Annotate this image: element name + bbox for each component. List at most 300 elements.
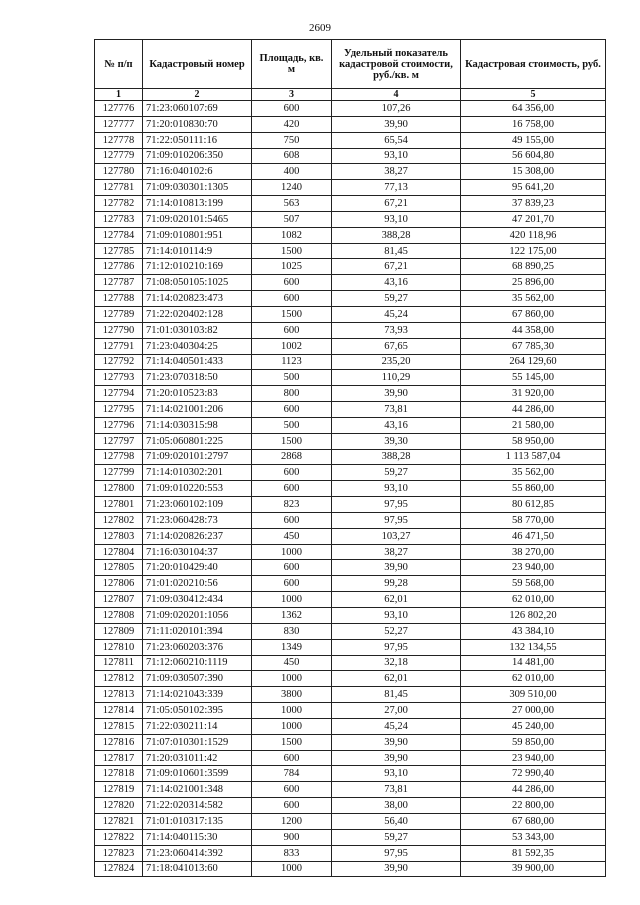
area-cell: 600 [252,576,332,592]
table-row [95,639,606,655]
unit-value-cell: 93,10 [332,148,461,164]
unit-value-cell: 93,10 [332,481,461,497]
cadastral-number-cell: 71:09:020101:5465 [143,211,252,227]
unit-value-cell: 59,27 [332,291,461,307]
cadastral-number-cell: 71:23:060107:69 [143,101,252,117]
cadastral-value-cell: 55 145,00 [461,370,606,386]
unit-value-cell: 65,54 [332,132,461,148]
table-row [95,481,606,497]
table-row [95,687,606,703]
table-row [95,196,606,212]
row-number-cell: 127798 [95,449,143,465]
cadastral-value-cell: 44 286,00 [461,402,606,418]
column-number: 3 [252,89,332,101]
row-number-cell: 127795 [95,402,143,418]
row-number-cell: 127803 [95,528,143,544]
area-cell: 833 [252,845,332,861]
cadastral-value-cell: 1 113 587,04 [461,449,606,465]
cadastral-value-cell: 81 592,35 [461,845,606,861]
table-row [95,829,606,845]
area-cell: 507 [252,211,332,227]
row-number-cell: 127823 [95,845,143,861]
cadastral-number-cell: 71:14:010114:9 [143,243,252,259]
area-cell: 400 [252,164,332,180]
unit-value-cell: 73,81 [332,402,461,418]
row-number-cell: 127784 [95,227,143,243]
unit-value-cell: 103,27 [332,528,461,544]
unit-value-cell: 388,28 [332,227,461,243]
area-cell: 600 [252,291,332,307]
cadastral-value-cell: 59 850,00 [461,734,606,750]
table-row [95,259,606,275]
cadastral-value-cell: 126 802,20 [461,608,606,624]
row-number-cell: 127813 [95,687,143,703]
row-number-cell: 127788 [95,291,143,307]
table-body [95,101,606,877]
header-area: Площадь, кв. м [252,40,332,89]
area-cell: 1002 [252,338,332,354]
row-number-cell: 127792 [95,354,143,370]
table-row [95,164,606,180]
table-row [95,813,606,829]
cadastral-value-cell: 47 201,70 [461,211,606,227]
unit-value-cell: 97,95 [332,845,461,861]
cadastral-value-cell: 59 568,00 [461,576,606,592]
area-cell: 2868 [252,449,332,465]
area-cell: 600 [252,465,332,481]
cadastral-value-cell: 67 860,00 [461,306,606,322]
area-cell: 500 [252,417,332,433]
table-row [95,322,606,338]
cadastral-value-cell: 264 129,60 [461,354,606,370]
row-number-cell: 127805 [95,560,143,576]
unit-value-cell: 39,90 [332,861,461,877]
table-row [95,227,606,243]
row-number-cell: 127812 [95,671,143,687]
area-cell: 3800 [252,687,332,703]
row-number-cell: 127785 [95,243,143,259]
cadastral-value-cell: 68 890,25 [461,259,606,275]
area-cell: 600 [252,402,332,418]
cadastral-value-cell: 16 758,00 [461,116,606,132]
row-number-cell: 127797 [95,433,143,449]
area-cell: 800 [252,386,332,402]
cadastral-number-cell: 71:23:070318:50 [143,370,252,386]
row-number-cell: 127822 [95,829,143,845]
cadastral-number-cell: 71:12:010210:169 [143,259,252,275]
cadastral-value-cell: 58 770,00 [461,512,606,528]
unit-value-cell: 27,00 [332,703,461,719]
area-cell: 450 [252,528,332,544]
unit-value-cell: 32,18 [332,655,461,671]
unit-value-cell: 99,28 [332,576,461,592]
cadastral-number-cell: 71:14:040115:30 [143,829,252,845]
table-row [95,116,606,132]
cadastral-number-cell: 71:22:030211:14 [143,718,252,734]
unit-value-cell: 39,90 [332,560,461,576]
table-row [95,148,606,164]
unit-value-cell: 43,16 [332,417,461,433]
row-number-cell: 127791 [95,338,143,354]
cadastral-value-cell: 27 000,00 [461,703,606,719]
table-row [95,354,606,370]
cadastral-number-cell: 71:14:020823:473 [143,291,252,307]
cadastral-number-cell: 71:20:010830:70 [143,116,252,132]
column-number-row [95,89,606,101]
row-number-cell: 127800 [95,481,143,497]
column-number: 4 [332,89,461,101]
unit-value-cell: 59,27 [332,829,461,845]
table-row [95,417,606,433]
table-row [95,132,606,148]
table-row [95,544,606,560]
row-number-cell: 127793 [95,370,143,386]
unit-value-cell: 81,45 [332,687,461,703]
area-cell: 1000 [252,592,332,608]
cadastral-value-cell: 22 800,00 [461,798,606,814]
cadastral-number-cell: 71:14:021001:206 [143,402,252,418]
cadastral-value-cell: 38 270,00 [461,544,606,560]
unit-value-cell: 38,00 [332,798,461,814]
area-cell: 1000 [252,671,332,687]
cadastral-value-cell: 122 175,00 [461,243,606,259]
row-number-cell: 127776 [95,101,143,117]
cadastral-value-cell: 62 010,00 [461,592,606,608]
cadastral-number-cell: 71:01:020210:56 [143,576,252,592]
row-number-cell: 127783 [95,211,143,227]
header-cadastral-value: Кадастровая стоимость, руб. [461,40,606,89]
cadastral-number-cell: 71:14:021001:348 [143,782,252,798]
row-number-cell: 127796 [95,417,143,433]
area-cell: 750 [252,132,332,148]
unit-value-cell: 73,81 [332,782,461,798]
area-cell: 1362 [252,608,332,624]
cadastral-number-cell: 71:14:021043:339 [143,687,252,703]
row-number-cell: 127780 [95,164,143,180]
unit-value-cell: 39,90 [332,116,461,132]
cadastral-number-cell: 71:23:060428:73 [143,512,252,528]
column-number: 5 [461,89,606,101]
table-row [95,766,606,782]
table-header-row [95,40,606,89]
cadastral-value-cell: 31 920,00 [461,386,606,402]
cadastral-value-cell: 25 896,00 [461,275,606,291]
cadastral-value-cell: 49 155,00 [461,132,606,148]
cadastral-number-cell: 71:09:010220:553 [143,481,252,497]
unit-value-cell: 67,21 [332,259,461,275]
cadastral-value-cell: 56 604,80 [461,148,606,164]
cadastral-number-cell: 71:09:030301:1305 [143,180,252,196]
table-row [95,560,606,576]
cadastral-number-cell: 71:22:050111:16 [143,132,252,148]
cadastral-number-cell: 71:14:010813:199 [143,196,252,212]
area-cell: 823 [252,497,332,513]
cadastral-value-cell: 420 118,96 [461,227,606,243]
area-cell: 1200 [252,813,332,829]
cadastral-number-cell: 71:14:030315:98 [143,417,252,433]
cadastral-value-cell: 67 680,00 [461,813,606,829]
area-cell: 608 [252,148,332,164]
unit-value-cell: 93,10 [332,211,461,227]
row-number-cell: 127818 [95,766,143,782]
table-row [95,306,606,322]
row-number-cell: 127809 [95,623,143,639]
row-number-cell: 127806 [95,576,143,592]
cadastral-number-cell: 71:09:030412:434 [143,592,252,608]
row-number-cell: 127802 [95,512,143,528]
table-row [95,734,606,750]
cadastral-value-cell: 23 940,00 [461,560,606,576]
cadastral-value-cell: 53 343,00 [461,829,606,845]
area-cell: 600 [252,481,332,497]
area-cell: 1500 [252,243,332,259]
table-row [95,576,606,592]
row-number-cell: 127821 [95,813,143,829]
unit-value-cell: 67,65 [332,338,461,354]
area-cell: 1082 [252,227,332,243]
area-cell: 1349 [252,639,332,655]
cadastral-value-cell: 95 641,20 [461,180,606,196]
cadastral-value-cell: 23 940,00 [461,750,606,766]
area-cell: 1000 [252,544,332,560]
cadastral-value-cell: 15 308,00 [461,164,606,180]
table-row [95,608,606,624]
cadastral-number-cell: 71:01:030103:82 [143,322,252,338]
cadastral-number-cell: 71:14:020826:237 [143,528,252,544]
cadastral-number-cell: 71:23:040304:25 [143,338,252,354]
cadastral-number-cell: 71:20:031011:42 [143,750,252,766]
unit-value-cell: 93,10 [332,766,461,782]
cadastral-number-cell: 71:18:041013:60 [143,861,252,877]
cadastral-number-cell: 71:08:050105:1025 [143,275,252,291]
row-number-cell: 127794 [95,386,143,402]
unit-value-cell: 62,01 [332,671,461,687]
cadastral-number-cell: 71:14:010302:201 [143,465,252,481]
table-row [95,798,606,814]
cadastral-number-cell: 71:07:010301:1529 [143,734,252,750]
unit-value-cell: 38,27 [332,544,461,560]
table-row [95,703,606,719]
cadastral-number-cell: 71:12:060210:1119 [143,655,252,671]
row-number-cell: 127814 [95,703,143,719]
cadastral-value-cell: 14 481,00 [461,655,606,671]
row-number-cell: 127789 [95,306,143,322]
cadastral-number-cell: 71:01:010317:135 [143,813,252,829]
cadastral-number-cell: 71:09:010206:350 [143,148,252,164]
table-row [95,465,606,481]
cadastral-number-cell: 71:14:040501:433 [143,354,252,370]
unit-value-cell: 38,27 [332,164,461,180]
table-row [95,655,606,671]
area-cell: 1240 [252,180,332,196]
table-row [95,180,606,196]
row-number-cell: 127799 [95,465,143,481]
cadastral-value-cell: 64 356,00 [461,101,606,117]
row-number-cell: 127816 [95,734,143,750]
column-number: 2 [143,89,252,101]
row-number-cell: 127815 [95,718,143,734]
cadastral-number-cell: 71:09:020201:1056 [143,608,252,624]
unit-value-cell: 107,26 [332,101,461,117]
cadastral-number-cell: 71:20:010523:83 [143,386,252,402]
cadastral-number-cell: 71:05:050102:395 [143,703,252,719]
table-row [95,449,606,465]
area-cell: 1500 [252,734,332,750]
area-cell: 1500 [252,306,332,322]
row-number-cell: 127778 [95,132,143,148]
row-number-cell: 127787 [95,275,143,291]
cadastral-number-cell: 71:23:060102:109 [143,497,252,513]
unit-value-cell: 97,95 [332,497,461,513]
unit-value-cell: 77,13 [332,180,461,196]
area-cell: 830 [252,623,332,639]
cadastral-value-cell: 21 580,00 [461,417,606,433]
cadastral-value-cell: 35 562,00 [461,465,606,481]
cadastral-value-cell: 45 240,00 [461,718,606,734]
area-cell: 600 [252,512,332,528]
table-row [95,671,606,687]
table-row [95,592,606,608]
cadastral-number-cell: 71:20:010429:40 [143,560,252,576]
area-cell: 600 [252,560,332,576]
unit-value-cell: 39,30 [332,433,461,449]
row-number-cell: 127808 [95,608,143,624]
row-number-cell: 127801 [95,497,143,513]
table-row [95,497,606,513]
area-cell: 420 [252,116,332,132]
cadastral-value-cell: 35 562,00 [461,291,606,307]
unit-value-cell: 39,90 [332,750,461,766]
cadastral-value-cell: 43 384,10 [461,623,606,639]
row-number-cell: 127781 [95,180,143,196]
unit-value-cell: 67,21 [332,196,461,212]
table-row [95,275,606,291]
unit-value-cell: 62,01 [332,592,461,608]
cadastral-value-cell: 37 839,23 [461,196,606,212]
unit-value-cell: 73,93 [332,322,461,338]
cadastral-value-cell: 46 471,50 [461,528,606,544]
table-row [95,101,606,117]
cadastral-number-cell: 71:16:030104:37 [143,544,252,560]
cadastral-number-cell: 71:22:020314:582 [143,798,252,814]
cadastral-value-cell: 58 950,00 [461,433,606,449]
cadastral-number-cell: 71:16:040102:6 [143,164,252,180]
area-cell: 784 [252,766,332,782]
area-cell: 450 [252,655,332,671]
unit-value-cell: 56,40 [332,813,461,829]
table-row [95,718,606,734]
row-number-cell: 127820 [95,798,143,814]
area-cell: 600 [252,275,332,291]
row-number-cell: 127804 [95,544,143,560]
area-cell: 1025 [252,259,332,275]
header-row-number: № п/п [95,40,143,89]
area-cell: 1000 [252,718,332,734]
page-number: 2609 [309,22,331,34]
unit-value-cell: 45,24 [332,718,461,734]
row-number-cell: 127782 [95,196,143,212]
column-number: 1 [95,89,143,101]
header-unit-value: Удельный показатель кадастровой стоимости, руб./кв. м [332,40,461,89]
area-cell: 600 [252,101,332,117]
unit-value-cell: 59,27 [332,465,461,481]
cadastral-number-cell: 71:05:060801:225 [143,433,252,449]
row-number-cell: 127777 [95,116,143,132]
row-number-cell: 127824 [95,861,143,877]
cadastral-value-cell: 132 134,55 [461,639,606,655]
area-cell: 1000 [252,861,332,877]
table-row [95,386,606,402]
cadastral-value-cell: 72 990,40 [461,766,606,782]
cadastral-value-cell: 44 286,00 [461,782,606,798]
unit-value-cell: 52,27 [332,623,461,639]
cadastral-number-cell: 71:09:010801:951 [143,227,252,243]
table-row [95,623,606,639]
cadastral-value-cell: 62 010,00 [461,671,606,687]
row-number-cell: 127786 [95,259,143,275]
table-row [95,750,606,766]
cadastral-value-cell: 309 510,00 [461,687,606,703]
table-row [95,338,606,354]
cadastral-number-cell: 71:22:020402:128 [143,306,252,322]
area-cell: 600 [252,782,332,798]
table-row [95,845,606,861]
table-row [95,782,606,798]
table-row [95,370,606,386]
unit-value-cell: 81,45 [332,243,461,259]
table-row [95,433,606,449]
row-number-cell: 127819 [95,782,143,798]
area-cell: 500 [252,370,332,386]
unit-value-cell: 39,90 [332,734,461,750]
cadastral-value-cell: 80 612,85 [461,497,606,513]
unit-value-cell: 235,20 [332,354,461,370]
table-row [95,243,606,259]
cadastral-value-cell: 44 358,00 [461,322,606,338]
table-row [95,211,606,227]
cadastral-number-cell: 71:11:020101:394 [143,623,252,639]
row-number-cell: 127810 [95,639,143,655]
area-cell: 900 [252,829,332,845]
table-row [95,861,606,877]
cadastral-number-cell: 71:23:060414:392 [143,845,252,861]
unit-value-cell: 110,29 [332,370,461,386]
cadastral-number-cell: 71:09:030507:390 [143,671,252,687]
row-number-cell: 127807 [95,592,143,608]
row-number-cell: 127817 [95,750,143,766]
row-number-cell: 127811 [95,655,143,671]
unit-value-cell: 39,90 [332,386,461,402]
area-cell: 600 [252,322,332,338]
table-row [95,528,606,544]
cadastral-value-cell: 67 785,30 [461,338,606,354]
unit-value-cell: 43,16 [332,275,461,291]
area-cell: 1500 [252,433,332,449]
row-number-cell: 127779 [95,148,143,164]
area-cell: 1123 [252,354,332,370]
area-cell: 600 [252,798,332,814]
cadastral-value-table [94,39,606,877]
cadastral-number-cell: 71:09:010601:3599 [143,766,252,782]
cadastral-value-cell: 39 900,00 [461,861,606,877]
area-cell: 1000 [252,703,332,719]
unit-value-cell: 388,28 [332,449,461,465]
table-row [95,402,606,418]
area-cell: 600 [252,750,332,766]
unit-value-cell: 97,95 [332,639,461,655]
header-cadastral-number: Кадастровый номер [143,40,252,89]
area-cell: 563 [252,196,332,212]
